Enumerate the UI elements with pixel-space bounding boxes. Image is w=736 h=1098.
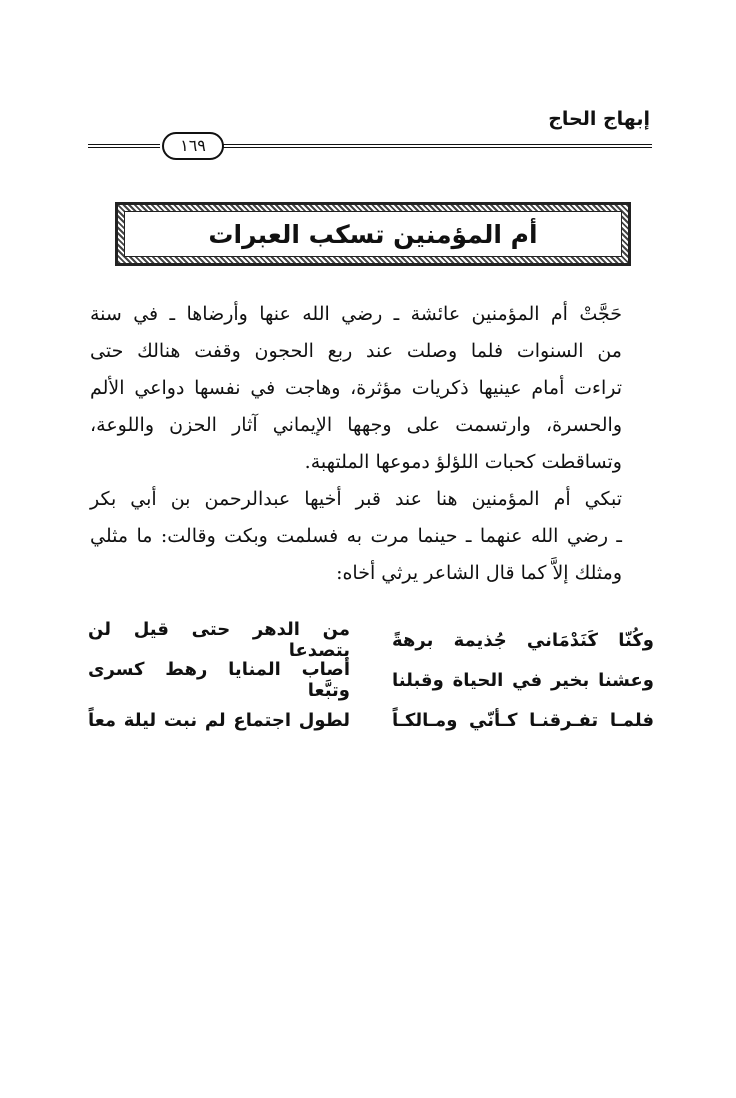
text-line: ومثلك إلاَّ كما قال الشاعر يرثي أخاه: — [336, 562, 622, 584]
paragraph — [90, 481, 654, 592]
text-line: من السنوات فلما وصلت عند ربع الحجون وقفت هنالك حتى — [90, 340, 622, 362]
page-number: ١٦٩ — [162, 132, 224, 160]
running-title: إبهاج الحاج — [548, 108, 650, 130]
text-line: ـ رضي الله عنهما ـ حينما مرت به فسلمت وبكت وقالت: ما مثلي — [90, 525, 622, 547]
header-rule-right — [222, 144, 652, 148]
verse — [88, 700, 654, 740]
text-line: حَجَّتْ أم المؤمنين عائشة ـ رضي الله عنها وأرضاها ـ في سنة — [90, 303, 622, 325]
text-line: والحسرة، وارتسمت على وجهها الإيماني آثار الحزن واللوعة، — [90, 414, 622, 436]
verse — [88, 660, 654, 700]
verse-first-hemistich: وعشنا بخير في الحياة وقبلنا — [392, 669, 654, 691]
section-title: أم المؤمنين تسكب العبرات — [208, 219, 538, 249]
verse-first-hemistich: وكُنّا كَنَدْمَاني جُذيمة برهةً — [392, 629, 654, 651]
header-rule-left — [88, 144, 160, 148]
verse-second-hemistich: لطول اجتماع لم نبت ليلة معاً — [88, 709, 350, 731]
section-title-frame — [115, 202, 631, 266]
section-title-box — [124, 211, 622, 257]
text-line: تبكي أم المؤمنين هنا عند قبر أخيها عبدالرحمن بن أبي بكر — [90, 488, 622, 510]
verse — [88, 620, 654, 660]
verse-first-hemistich: فلمـا تفـرقنـا كـأنّي ومـالكـاً — [392, 709, 654, 731]
body-text — [90, 296, 654, 592]
text-line: تراءت أمام عينيها ذكريات مؤثرة، وهاجت في نفسها دواعي الألم — [90, 377, 622, 399]
text-line: وتساقطت كحبات اللؤلؤ دموعها الملتهبة. — [304, 451, 622, 473]
verse-second-hemistich: أصاب المنايا رهط كسرى وتبَّعا — [88, 659, 350, 701]
poem — [88, 620, 654, 740]
verse-second-hemistich: من الدهر حتى قيل لن يتصدعا — [88, 619, 350, 661]
paragraph — [90, 296, 654, 481]
